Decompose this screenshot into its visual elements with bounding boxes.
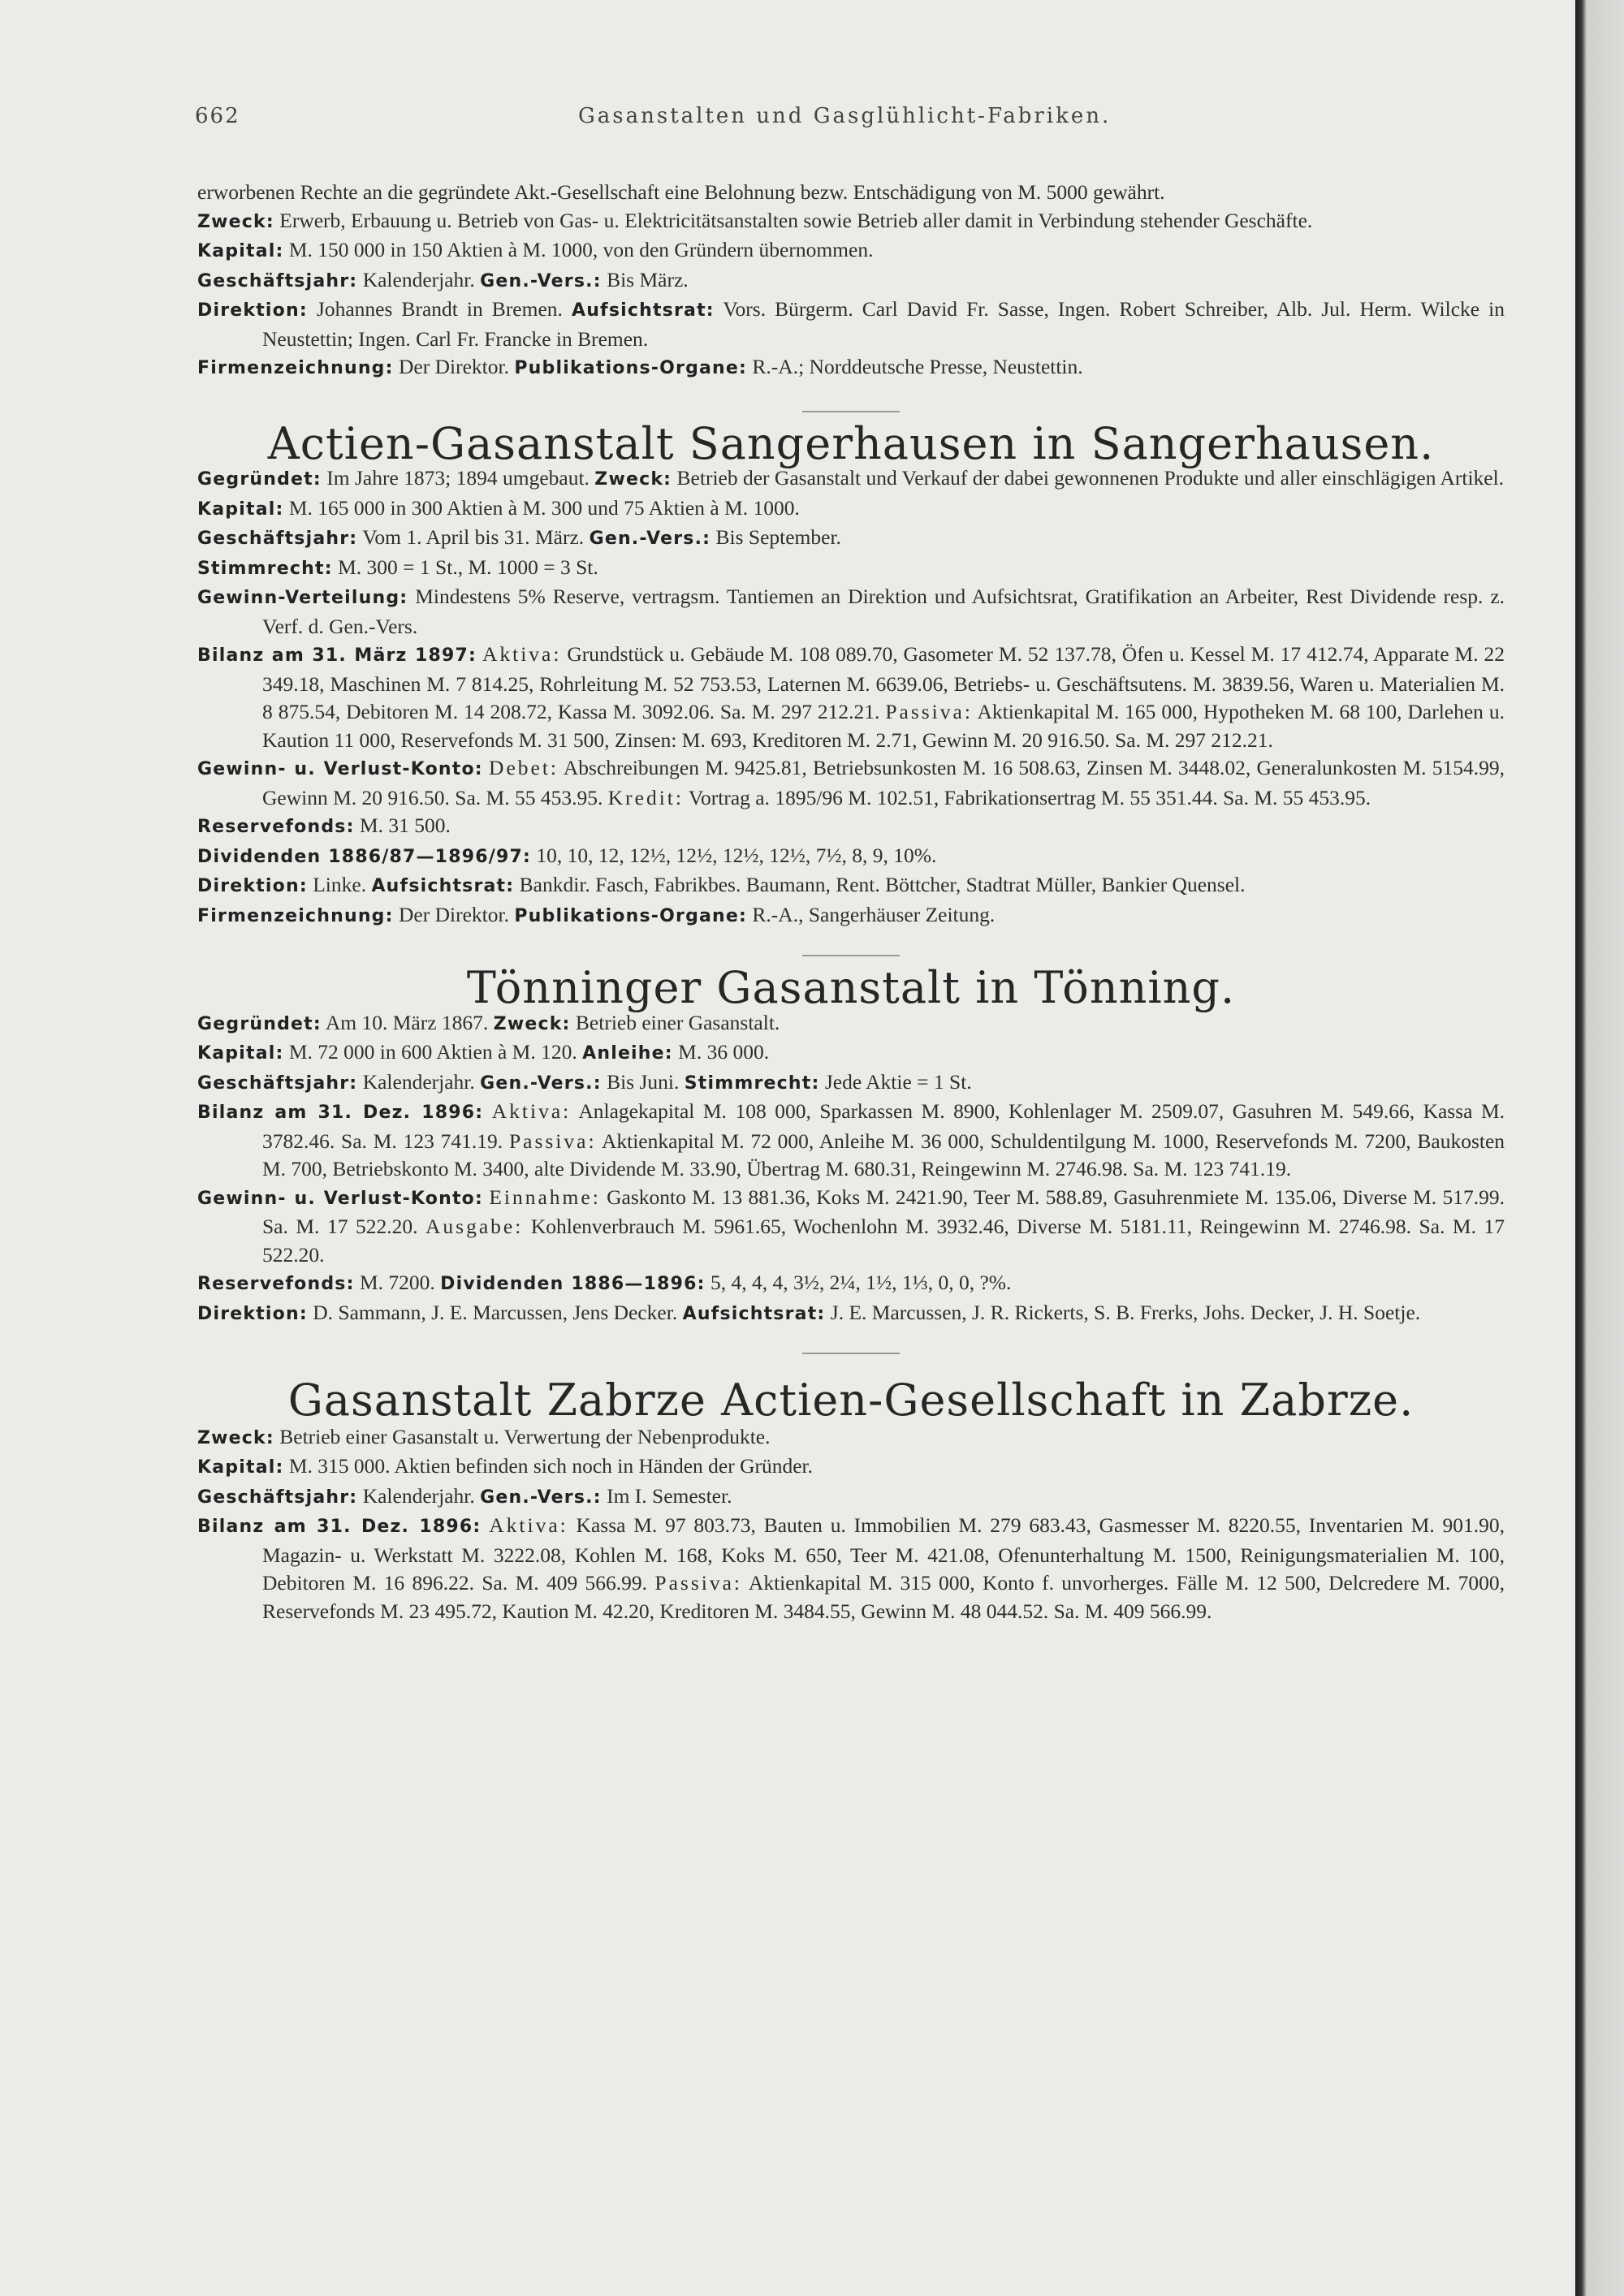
zweck-label: Zweck: bbox=[197, 1427, 274, 1448]
direktion-label: Direktion: bbox=[197, 1303, 308, 1324]
gegruendet-label: Gegründet: bbox=[197, 469, 322, 490]
entry-toenning bbox=[197, 1009, 1505, 1329]
running-title: Gasanstalten und Gasglühlicht-Fabriken. bbox=[578, 104, 1112, 128]
aufsichtsrat-text: Vors. Bürgerm. Carl David Fr. Sasse, Ingen. Robert Schreiber, Alb. Jul. Herm. Wilcke in Neustettin; Ingen. Carl Fr. Francke in Bremen. bbox=[262, 297, 1505, 351]
entry-zabrze bbox=[197, 1423, 1505, 1626]
firmenzeichnung-text: Der Direktor. bbox=[399, 355, 509, 378]
geschaeftsjahr-text: Vom 1. April bis 31. März. bbox=[362, 525, 585, 549]
dividenden-row bbox=[197, 842, 1505, 872]
passiva-label: Passiva: bbox=[654, 1571, 742, 1595]
aktiva-label: Aktiva: bbox=[489, 1513, 568, 1537]
gen-vers-label: Gen.-Vers.: bbox=[589, 529, 711, 549]
gewinn-verlust-label: Gewinn- u. Verlust-Konto: bbox=[197, 1188, 483, 1209]
gewinn-verlust-row bbox=[197, 1184, 1505, 1270]
kapital-label: Kapital: bbox=[197, 241, 284, 261]
prev-entry-geschaeftsjahr bbox=[197, 266, 1505, 296]
debet-text: Abschreibungen M. 9425.81, Betriebsunkosten M. 16 508.63, Zinsen M. 3448.02, Generalunkosten M. 5154.99, Gewinn M. 20 916.50. Sa. M. 55 453.95. bbox=[262, 756, 1505, 809]
aktiva-text: Grundstück u. Gebäude M. 108 089.70, Gasometer M. 52 137.78, Öfen u. Kessel M. 17 412.74, Apparate M. 22 349.18, Maschinen M. 7 814.25, Rohrleitung M. 52 753.53, Laternen M. 6639.06, Betriebs- u. Geschäftsutens. M. 3839.56, Waren u. Materialien M. 8 875.54, Debitoren M. 14 208.72, Kassa M. 3092.06. Sa. M. 297 212.21. bbox=[262, 642, 1505, 723]
company-title-zabrze: Gasanstalt Zabrze Actien-Gesellschaft in Zabrze. bbox=[287, 1375, 1415, 1426]
bilanz-label: Bilanz am 31. Dez. 1896: bbox=[197, 1517, 482, 1537]
passiva-text: Aktienkapital M. 72 000, Anleihe M. 36 000, Schuldentilgung M. 1000, Reservefonds M. 7200, Baukosten M. 700, Betriebskonto M. 3400, alte Dividende M. 33.90, Übertrag M. 680.31, Reingewinn M. 2746.98. Sa. M. 123 741.19. bbox=[262, 1129, 1505, 1180]
stimmrecht-text: Jede Aktie = 1 St. bbox=[824, 1069, 972, 1094]
geschaeftsjahr-text: Kalenderjahr. bbox=[362, 1483, 475, 1508]
gen-vers-text: Bis September. bbox=[715, 525, 841, 549]
geschaeftsjahr-label: Geschäftsjahr: bbox=[197, 529, 358, 549]
direktion-row bbox=[197, 871, 1505, 901]
aufsichtsrat-text: Bankdir. Fasch, Fabrikbes. Baumann, Rent. Böttcher, Stadtrat Müller, Bankier Quensel. bbox=[519, 873, 1246, 896]
page-binding-edge bbox=[1575, 0, 1624, 2296]
zweck-text: Betrieb einer Gasanstalt. bbox=[575, 1010, 780, 1034]
prev-entry bbox=[197, 179, 1505, 383]
kapital-text: M. 315 000. Aktien befinden sich noch in Händen der Gründer. bbox=[288, 1454, 814, 1478]
entry-sangerhausen bbox=[197, 464, 1505, 930]
reservefonds-text: M. 7200. bbox=[359, 1271, 435, 1294]
ausgabe-label: Ausgabe: bbox=[425, 1215, 524, 1238]
firmenzeichnung-label: Firmenzeichnung: bbox=[197, 358, 394, 378]
kapital-label: Kapital: bbox=[197, 1043, 284, 1064]
debet-label: Debet: bbox=[489, 756, 559, 779]
reservefonds-label: Reservefonds: bbox=[197, 817, 355, 837]
aktiva-label: Aktiva: bbox=[491, 1099, 572, 1123]
stimmrecht-text: M. 300 = 1 St., M. 1000 = 3 St. bbox=[338, 555, 598, 579]
anleihe-label: Anleihe: bbox=[582, 1043, 673, 1064]
gewinn-verlust-row bbox=[197, 754, 1505, 812]
direktion-text: D. Sammann, J. E. Marcussen, Jens Decker. bbox=[313, 1300, 678, 1324]
direktion-label: Direktion: bbox=[197, 876, 308, 896]
direktion-label: Direktion: bbox=[197, 300, 308, 321]
prev-entry-firmenzeichnung bbox=[197, 353, 1505, 383]
gen-vers-label: Gen.-Vers.: bbox=[480, 1072, 602, 1094]
dividenden-text: 10, 10, 12, 12½, 12½, 12½, 12½, 7½, 8, 9, 10%. bbox=[536, 843, 937, 867]
anleihe-text: M. 36 000. bbox=[678, 1040, 770, 1064]
ausgabe-text: Kohlenverbrauch M. 5961.65, Wochenlohn M. 3932.46, Diverse M. 5181.11, Reingewinn M. 2746.98. Sa. M. 17 522.20. bbox=[262, 1215, 1505, 1267]
passiva-label: Passiva: bbox=[885, 700, 973, 723]
zweck-label: Zweck: bbox=[594, 469, 672, 490]
prev-entry-direktion bbox=[197, 296, 1505, 353]
aufsichtsrat-text: J. E. Marcussen, J. R. Rickerts, S. B. Frerks, Johs. Decker, J. H. Soetje. bbox=[830, 1300, 1421, 1324]
geschaeftsjahr-text: Kalenderjahr. bbox=[362, 1069, 475, 1094]
publikations-organe-text: R.-A.; Norddeutsche Presse, Neustettin. bbox=[752, 355, 1083, 378]
prev-entry-kapital bbox=[197, 236, 1505, 266]
kapital-text: M. 72 000 in 600 Aktien à M. 120. bbox=[288, 1040, 577, 1064]
stimmrecht-row bbox=[197, 554, 1505, 584]
kapital-label: Kapital: bbox=[197, 1457, 284, 1478]
section-divider bbox=[802, 1353, 900, 1354]
gen-vers-text: Bis März. bbox=[607, 267, 689, 291]
gegruendet-text: Im Jahre 1873; 1894 umgebaut. bbox=[326, 466, 590, 490]
geschaeftsjahr-text: Kalenderjahr. bbox=[362, 267, 475, 291]
aktiva-text: Anlagekapital M. 108 000, Sparkassen M. 8900, Kohlenlager M. 2509.07, Gasuhren M. 549.66, Kassa M. 3782.46. Sa. M. 123 741.19. bbox=[262, 1099, 1505, 1153]
passiva-label: Passiva: bbox=[508, 1129, 597, 1153]
geschaeftsjahr-label: Geschäftsjahr: bbox=[197, 1072, 358, 1094]
gewinn-verteilung-row bbox=[197, 583, 1505, 641]
firmenzeichnung-text: Der Direktor. bbox=[399, 902, 509, 926]
gen-vers-text: Bis Juni. bbox=[607, 1069, 680, 1094]
kapital-text: M. 165 000 in 300 Aktien à M. 300 und 75 Aktien à M. 1000. bbox=[288, 495, 800, 520]
geschaeftsjahr-label: Geschäftsjahr: bbox=[197, 1487, 358, 1508]
reservefonds-label: Reservefonds: bbox=[197, 1274, 355, 1294]
company-title-sangerhausen: Actien-Gasanstalt Sangerhausen in Sangerhausen. bbox=[267, 417, 1435, 469]
page-number: 662 bbox=[195, 104, 240, 128]
dividenden-label: Dividenden 1886/87—1896/97: bbox=[197, 846, 531, 867]
reservefonds-text: M. 31 500. bbox=[359, 814, 451, 837]
bilanz-row bbox=[197, 1098, 1505, 1184]
gegruendet-text: Am 10. März 1867. bbox=[325, 1010, 489, 1034]
aufsichtsrat-label: Aufsichtsrat: bbox=[571, 300, 715, 321]
gegruendet-label: Gegründet: bbox=[197, 1013, 322, 1034]
gewinn-verteilung-label: Gewinn-Verteilung: bbox=[197, 588, 408, 608]
firmenzeichnung-row bbox=[197, 901, 1505, 931]
aktiva-text: Kassa M. 97 803.73, Bauten u. Immobilien M. 279 683.43, Gasmesser M. 8220.55, Inventarien M. 901.90, Magazin- u. Werkstatt M. 3222.08, Kohlen M. 168, Koks M. 650, Teer M. 421.08, Ofenunterhaltung M. 1500, Reinigungsmaterialien M. 100, Debitoren M. 16 896.22. Sa. M. 409 566.99. bbox=[262, 1513, 1505, 1595]
kapital-row bbox=[197, 1038, 1505, 1068]
gegruendet-row bbox=[197, 464, 1505, 494]
prev-entry-zweck bbox=[197, 207, 1505, 237]
bilanz-row bbox=[197, 1512, 1505, 1625]
reservefonds-row bbox=[197, 812, 1505, 842]
gewinn-verlust-label: Gewinn- u. Verlust-Konto: bbox=[197, 759, 483, 779]
direktion-text: Linke. bbox=[313, 873, 367, 896]
reservefonds-row bbox=[197, 1269, 1505, 1299]
einnahme-text: Gaskonto M. 13 881.36, Koks M. 2421.90, Teer M. 588.89, Gasuhrenmiete M. 135.06, Diverse M. 517.99. Sa. M. 17 522.20. bbox=[262, 1185, 1505, 1238]
section-divider bbox=[802, 411, 900, 412]
zweck-text: Betrieb einer Gasanstalt u. Verwertung der Nebenprodukte. bbox=[279, 1424, 771, 1448]
stimmrecht-label: Stimmrecht: bbox=[684, 1072, 820, 1094]
firmenzeichnung-label: Firmenzeichnung: bbox=[197, 905, 394, 926]
company-title-toenning: Tönninger Gasanstalt in Tönning. bbox=[466, 962, 1236, 1013]
zweck-label: Zweck: bbox=[493, 1013, 571, 1034]
bilanz-label: Bilanz am 31. März 1897: bbox=[197, 645, 477, 666]
geschaeftsjahr-label: Geschäftsjahr: bbox=[197, 270, 358, 291]
aufsichtsrat-label: Aufsichtsrat: bbox=[682, 1303, 826, 1324]
publikations-organe-text: R.-A., Sangerhäuser Zeitung. bbox=[752, 902, 996, 926]
gewinn-verteilung-text: Mindestens 5% Reserve, vertragsm. Tantiemen an Direktion und Aufsichtsrat, Gratifikation an Arbeiter, Rest Dividende resp. z. Verf. d. Gen.-Vers. bbox=[262, 585, 1505, 638]
running-head bbox=[195, 104, 1494, 153]
gen-vers-text: Im I. Semester. bbox=[607, 1483, 732, 1508]
geschaeftsjahr-row bbox=[197, 1068, 1505, 1098]
dividenden-label: Dividenden 1886—1896: bbox=[440, 1274, 706, 1294]
page-content bbox=[197, 179, 1505, 1625]
geschaeftsjahr-row bbox=[197, 524, 1505, 554]
bilanz-label: Bilanz am 31. Dez. 1896: bbox=[197, 1103, 484, 1123]
bilanz-row bbox=[197, 641, 1505, 754]
direktion-text: Johannes Brandt in Bremen. bbox=[316, 297, 563, 321]
kredit-text: Vortrag a. 1895/96 M. 102.51, Fabrikationsertrag M. 55 351.44. Sa. M. 55 453.95. bbox=[688, 785, 1371, 809]
aktiva-label: Aktiva: bbox=[482, 642, 562, 666]
kapital-row bbox=[197, 1452, 1505, 1482]
prev-entry-continuation: erworbenen Rechte an die gegründete Akt.-Gesellschaft eine Belohnung bezw. Entschädigung von M. 5000 gewährt. bbox=[197, 180, 1165, 204]
gen-vers-label: Gen.-Vers.: bbox=[480, 270, 602, 291]
geschaeftsjahr-row bbox=[197, 1482, 1505, 1513]
aufsichtsrat-label: Aufsichtsrat: bbox=[371, 876, 515, 896]
zweck-text: Erwerb, Erbauung u. Betrieb von Gas- u. Elektricitätsanstalten sowie Betrieb aller damit in Verbindung stehender Geschäfte. bbox=[279, 208, 1313, 232]
zweck-row bbox=[197, 1423, 1505, 1453]
stimmrecht-label: Stimmrecht: bbox=[197, 558, 333, 579]
dividenden-text: 5, 4, 4, 4, 3½, 2¼, 1½, 1⅓, 0, 0, ?%. bbox=[710, 1271, 1012, 1294]
publikations-organe-label: Publikations-Organe: bbox=[514, 358, 748, 378]
kapital-label: Kapital: bbox=[197, 498, 284, 520]
direktion-row bbox=[197, 1299, 1505, 1329]
passiva-text: Aktienkapital M. 165 000, Hypotheken M. 68 100, Darlehen u. Kaution 11 000, Reservefonds M. 31 500, Zinsen: M. 693, Kreditoren M. 2.71, Gewinn M. 20 916.50. Sa. M. 297 212.21. bbox=[262, 700, 1505, 752]
kapital-text: M. 150 000 in 150 Aktien à M. 1000, von den Gründern übernommen. bbox=[288, 238, 874, 261]
gen-vers-label: Gen.-Vers.: bbox=[480, 1487, 602, 1508]
kredit-label: Kredit: bbox=[607, 785, 684, 809]
passiva-text: Aktienkapital M. 315 000, Konto f. unvorherges. Fälle M. 12 500, Delcredere M. 7000, Reservefonds M. 23 495.72, Kaution M. 42.20, Kreditoren M. 3484.55, Gewinn M. 48 044.52. Sa. M. 409 566.99. bbox=[262, 1571, 1505, 1623]
section-divider bbox=[802, 955, 900, 956]
zweck-label: Zweck: bbox=[197, 211, 274, 232]
einnahme-label: Einnahme: bbox=[489, 1185, 601, 1209]
publikations-organe-label: Publikations-Organe: bbox=[514, 905, 748, 926]
kapital-row bbox=[197, 494, 1505, 524]
zweck-text: Betrieb der Gasanstalt und Verkauf der dabei gewonnenen Produkte und aller einschlägigen Artikel. bbox=[676, 466, 1505, 490]
